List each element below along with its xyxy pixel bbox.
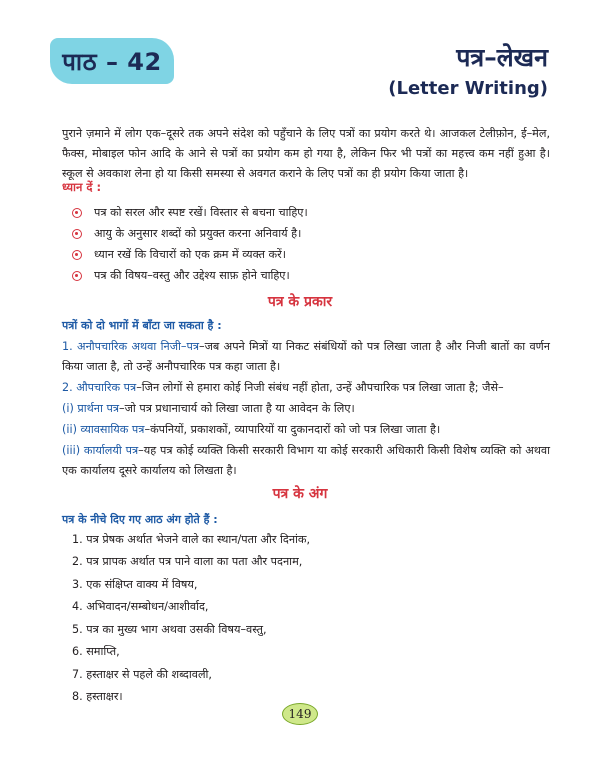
list-item: 6. समाप्ति, xyxy=(72,645,120,659)
business-text: –कंपनियों, प्रकाशकों, व्यापारियों या दुकानदारों को जो पत्र लिखा जाता है। xyxy=(144,423,441,436)
page-title: पत्र–लेखन xyxy=(456,43,548,72)
list-item: 2. पत्र प्रापक अर्थात पत्र पाने वाला का पता और पदनाम, xyxy=(72,555,303,569)
list-item-text: ध्यान रखें कि विचारों को एक क्रम में व्यक्त करें। xyxy=(94,248,286,261)
list-item: 8. हस्ताक्षर। xyxy=(72,690,123,704)
list-item: 7. हस्ताक्षर से पहले की शब्दावली, xyxy=(72,667,212,681)
list-item: 3. एक संक्षिप्त वाक्य में विषय, xyxy=(72,577,198,591)
types-heading: पत्र के प्रकार xyxy=(267,294,333,310)
flower-bullet-icon xyxy=(72,271,82,281)
parts-list xyxy=(72,528,310,708)
list-item: 1. पत्र प्रेषक अर्थात भेजने वाले का स्थान/पता और दिनांक, xyxy=(72,532,311,546)
attention-heading: ध्यान दें : xyxy=(62,180,102,194)
application-label: (i) प्रार्थना पत्र xyxy=(62,402,119,415)
informal-letter-paragraph xyxy=(62,337,550,377)
lesson-badge: पाठ – 42 xyxy=(50,38,174,84)
list-item xyxy=(72,244,308,265)
list-item-text: पत्र को सरल और स्पष्ट रखें। विस्तार से बचना चाहिए। xyxy=(94,206,308,219)
list-item xyxy=(72,265,308,286)
formal-text: –जिन लोगों से हमारा कोई निजी संबंध नहीं होता, उन्हें औपचारिक पत्र लिखा जाता है; जैसे– xyxy=(136,381,504,394)
types-subheading: पत्रों को दो भागों में बाँटा जा सकता है : xyxy=(62,319,222,332)
list-item-text: आयु के अनुसार शब्दों को प्रयुक्त करना अनिवार्य है। xyxy=(94,227,302,240)
informal-label: 1. अनौपचारिक अथवा निजी–पत्र xyxy=(62,340,200,353)
list-item: 5. पत्र का मुख्य भाग अथवा उसकी विषय–वस्तु, xyxy=(72,622,267,636)
application-text: –जो पत्र प्रधानाचार्य को लिखा जाता है या आवेदन के लिए। xyxy=(119,402,355,415)
parts-subheading: पत्र के नीचे दिए गए आठ अंग होते हैं : xyxy=(62,513,218,526)
types-section xyxy=(62,337,550,481)
list-item xyxy=(72,202,308,223)
flower-bullet-icon xyxy=(72,208,82,218)
business-label: (ii) व्यावसायिक पत्र xyxy=(62,423,145,436)
business-letter-paragraph xyxy=(62,420,550,440)
intro-paragraph: पुराने ज़माने में लोग एक–दूसरे तक अपने संदेश को पहुँचाने के लिए पत्रों का प्रयोग करते थे। आजकल टेलीफ़ोन, ई–मेल, फैक्स, मोबाइल फोन आदि के आने से पत्रों का प्रयोग कम हो गया है, लेकिन फिर भी पत्रों का महत्त्व कम नहीं हुआ है। स्कूल से अवकाश लेना हो या किसी समस्या से अवगत कराने के लिए पत्रों का ही प्रयोग किया जाता है। xyxy=(62,127,550,180)
formal-letter-paragraph xyxy=(62,378,550,398)
formal-label: 2. औपचारिक पत्र xyxy=(62,381,137,394)
attention-list xyxy=(72,202,308,286)
page-number: 149 xyxy=(282,703,318,725)
informal-text: –जब अपने मित्रों या निकट संबंधियों को पत्र लिखा जाता है और निजी बातों का वर्णन किया जाता है, तो उन्हें अनौपचारिक पत्र कहा जाता है। xyxy=(62,340,550,373)
official-letter-paragraph xyxy=(62,441,550,481)
flower-bullet-icon xyxy=(72,229,82,239)
page-subtitle: (Letter Writing) xyxy=(388,78,548,99)
official-label: (iii) कार्यालयी पत्र xyxy=(62,444,139,457)
list-item: 4. अभिवादन/सम्बोधन/आशीर्वाद, xyxy=(72,600,209,614)
list-item xyxy=(72,223,308,244)
parts-heading: पत्र के अंग xyxy=(272,486,328,502)
list-item-text: पत्र की विषय–वस्तु और उद्देश्य साफ़ होने चाहिए। xyxy=(94,269,290,282)
flower-bullet-icon xyxy=(72,250,82,260)
official-text: –यह पत्र कोई व्यक्ति किसी सरकारी विभाग या कोई सरकारी अधिकारी किसी विशेष व्यक्ति को अथवा एक कार्यालय दूसरे कार्यालय को लिखता है। xyxy=(62,444,551,477)
application-letter-paragraph xyxy=(62,399,550,419)
